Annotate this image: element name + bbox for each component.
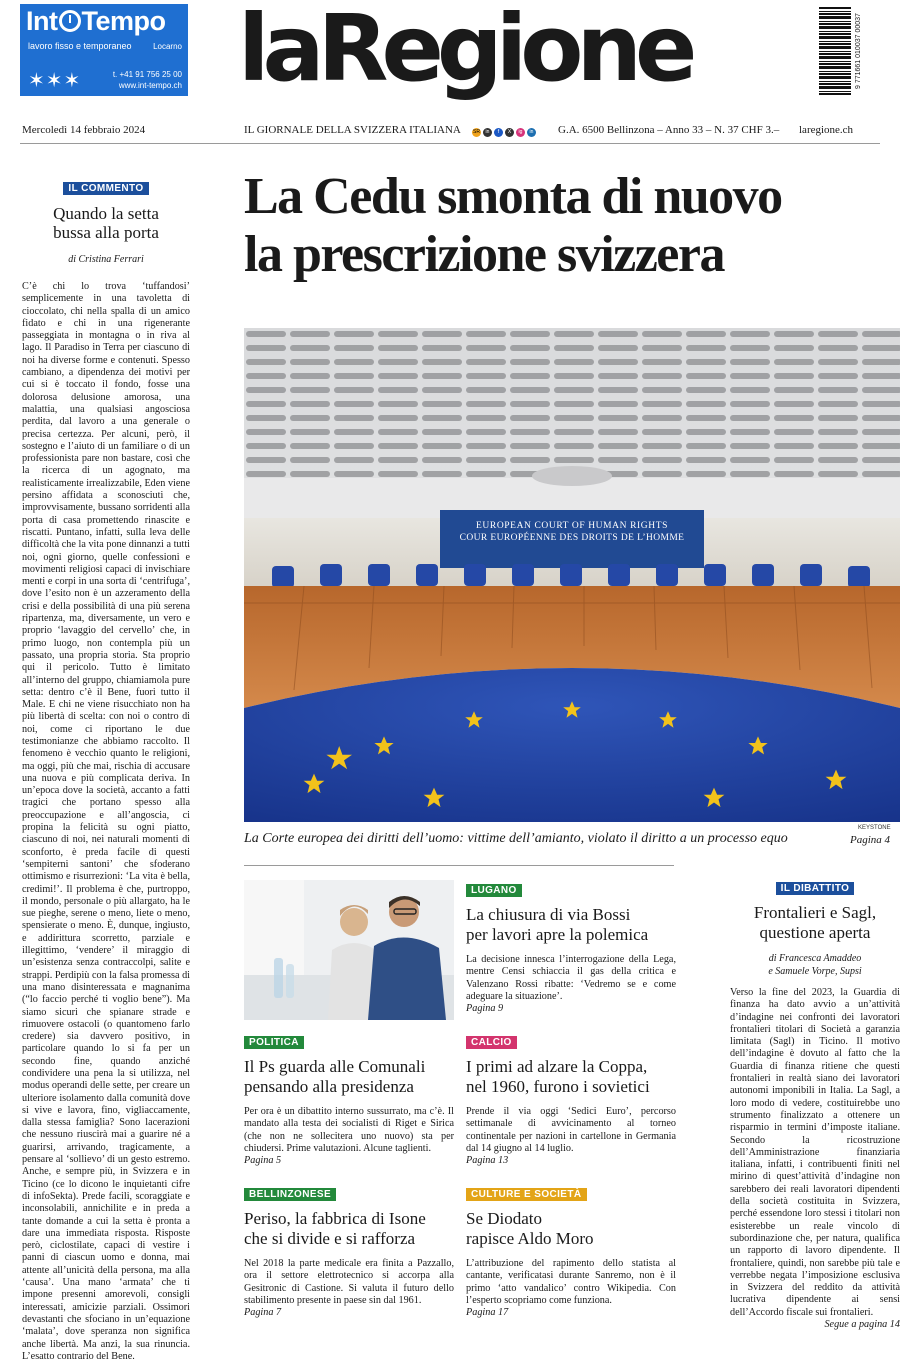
- main-photo[interactable]: [244, 328, 900, 822]
- advert-phone: t. +41 91 756 25 00: [112, 70, 182, 79]
- x-icon[interactable]: X: [505, 128, 514, 137]
- article-title[interactable]: Frontalieri e Sagl, questione aperta: [753, 903, 877, 942]
- article-title[interactable]: La chiusura di via Bossi per lavori apre la polemica: [466, 905, 649, 944]
- article-title[interactable]: I primi ad alzare la Coppa, nel 1960, furono i sovietici: [466, 1057, 650, 1096]
- page-reference[interactable]: Pagina 7: [244, 1307, 282, 1319]
- barcode-number: 9 771661 010037 00037: [855, 13, 862, 89]
- page-reference[interactable]: Pagina 4: [850, 834, 891, 846]
- linkedin-icon[interactable]: in: [527, 128, 536, 137]
- article-bellinzonese: [244, 1184, 454, 1319]
- main-headline[interactable]: La Cedu smonta di nuovo la prescrizione svizzera: [244, 168, 782, 283]
- section-tag[interactable]: IL COMMENTO: [63, 182, 148, 195]
- instagram-icon[interactable]: ig: [516, 128, 525, 137]
- commentary-title[interactable]: Quando la setta bussa alla porta: [53, 204, 159, 242]
- article-body: L’attribuzione del rapimento dello statista al cantante, verificatasi durante Sanremo, non è il primo ‘atto vandalico’ contro Wikipedia. Con l’esperto scopriamo come funziona.: [466, 1258, 676, 1306]
- photo-credit: KEYSTONE: [858, 825, 891, 831]
- page-reference[interactable]: Pagina 13: [466, 1155, 509, 1167]
- advert-city: Locarno: [153, 42, 182, 51]
- article-body: Nel 2018 la parte medicale era finita a Pazzallo, ora il settore elettrotecnico si accorpa alla Gesitronic di Castione. Si valuta il futuro dello stabilimento presente in paese sin dal 1961.: [244, 1258, 454, 1306]
- article-body: Prende il via oggi ‘Sedici Euro’, percorso settimanale di avvicinamento al torneo continentale per nazioni in cartellone in Germania dal 14 giugno al 14 luglio.: [466, 1106, 676, 1154]
- divider: [20, 143, 880, 144]
- banner-text-en: EUROPEAN COURT OF HUMAN RIGHTS: [476, 521, 668, 531]
- social-links: [472, 128, 536, 137]
- banner-text-fr: COUR EUROPÉENNE DES DROITS DE L’HOMME: [459, 533, 685, 543]
- section-tag[interactable]: LUGANO: [466, 884, 522, 897]
- issue-date: Mercoledì 14 febbraio 2024: [22, 124, 146, 136]
- article-calcio: [466, 1032, 676, 1167]
- section-tag[interactable]: IL DIBATTITO: [776, 882, 855, 895]
- advert-website: www.int-tempo.ch: [118, 81, 182, 90]
- facebook-icon[interactable]: f: [494, 128, 503, 137]
- article-body: La decisione innesca l’interrogazione della Lega, mentre Censi schiaccia il gas della critica e Valenzano Rossi ribatte: ‘Vedremo se e come adeguare la situazione’.: [466, 954, 676, 1002]
- linkedin-icon[interactable]: in: [483, 128, 492, 137]
- page-reference[interactable]: Pagina 17: [466, 1307, 509, 1319]
- newspaper-logo[interactable]: laRegione: [238, 0, 691, 102]
- article-title[interactable]: Se Diodato rapisce Aldo Moro: [466, 1209, 594, 1248]
- advert-brand: Int Tempo: [26, 6, 166, 36]
- article-cultura: [466, 1184, 676, 1319]
- article-title[interactable]: Il Ps guarda alle Comunali pensando alla presidenza: [244, 1057, 426, 1096]
- page-reference[interactable]: Pagina 5: [244, 1155, 282, 1167]
- sr-icon[interactable]: SR: [473, 129, 480, 135]
- section-tag[interactable]: BELLINZONESE: [244, 1188, 336, 1201]
- article-title[interactable]: Periso, la fabbrica di Isone che si divide e si rafforza: [244, 1209, 426, 1248]
- issue-info: G.A. 6500 Bellinzona – Anno 33 – N. 37 CHF 3.–: [558, 124, 780, 136]
- int-tempo-advert[interactable]: [20, 4, 188, 96]
- website-link[interactable]: laregione.ch: [799, 124, 854, 136]
- article-politica: [244, 1032, 454, 1167]
- people-icon: ✶✶✶: [28, 70, 82, 92]
- article-lugano: [466, 880, 676, 1015]
- section-tag[interactable]: CULTURE E SOCIETÀ: [466, 1188, 587, 1201]
- page-reference[interactable]: Pagina 9: [466, 1003, 504, 1015]
- section-tag[interactable]: CALCIO: [466, 1036, 517, 1049]
- commentary-column: [22, 178, 190, 1363]
- barcode: [818, 6, 852, 96]
- article-body: Per ora è un dibattito interno sussurrato, ma c’è. Il mandato alla testa dei socialisti di Riget e Sirica (che non ne sollecitera uno nuovo) sta per chiudersi. Prime valutazioni. Alcune taglienti.: [244, 1106, 454, 1154]
- commentary-body: C’è chi lo trova ‘tuffandosi’ semplicemente in una tavoletta di cioccolato, chi nella spalla di un amico fidato e chi in una rigenerante passeggiata in montagna o in riva al lago. Il Paradiso in Terra per ciascuno di noi ha diverse forme e contenuti. Spesso cambiano, a dipendenza dei motivi per cui si è toccato il fondo, fosse una dolorosa delusione amorosa, una malattia, una qualsiasi angosciosa perdita, dal lavoro a una generale o precisa certezza. Per alcuni, però, il sostegno e l’aiuto di un familiare o di un professionista pare non bastare, così che la ricerca di un agognato, ma realisticamente irrealizzabile, Eden viene persino affidata a sconosciuti che, improvvisamente, bussano sorridenti alla porta di casa promettendo rinascite e riscatti. Puntano, infatti, sulla leva delle difficoltà che la vita pone dinnanzi a tutti noi, ogni giorno, quelle confessioni e movimenti religiosi capaci di invischiare menti e corpi in una sorta di ‘centrifuga’, dove l’esito non è un azzeramento della crisi e della possibilità di una più serena ripartenza, ma, diversamente, un vero e proprio ‘lavaggio del cervello’ che, in primo luogo, non contempla più un passato, una propria storia. Sta proprio qui il pericolo. Tutto è limitato all’interno del gruppo, chiamiamola pure setta: dentro c’è il Bene, fuori tutto il Male. E chi ne viene risucchiato non ha più libertà di scelta: con noi o contro di noi, come ci riportano le due testimonianze che abbiamo raccolto. Il fenomeno è vecchio quanto le religioni, ma oggi, più che mai, rischia di accusare una nuova e più complicata deriva. In un’epoca dove la società, accanto a fatti tragici che portano spesso alla preoccupazione e all’angoscia, ci propina la felicità su ogni piatto, ciascuno di noi, nei naturali momenti di sconforto, è preda facile di questi ‘sempiterni santoni’ che sfoderano ottimismo e risurrezioni: ‘La vita è bella, credimi!’. Il problema è che, purtroppo, il mondo, personale o più allargato, ha le sue pieghe, serene o meno, liete o meno, spensierate o meno. È, dunque, ingiusto, e addirittura scorretto, parziale e illegittimo, ‘vendere’ il miraggio di un’esistenza senza contraccolpi, salite e strappi. Perdipiù con la falsa promessa di una mano disinteressata e magnanima (“lo faccio perché ti voglio bene”). Ma siamo sicuri che spianare strade e rimuovere ostacoli (o quantomeno farlo credere) sia davvero positivo, in particolare quando lo si fa per un secondo fine, quando anziché condividere una pena la si utilizza, nel modus operandi delle sette, per creare un ulteriore isolamento dalla comunità dove si vive e lavora, fino, vigliaccamente, dalla stessa famiglia? Sono lacerazioni che nessuno riuscirà mai a guarire né a guarirsi, arrivando, tragicamente, a pensare al ‘sollievo’ di un gesto estremo. Anche, e sempre più, in Svizzera e in Ticino (ce lo dicono le inquietanti cifre di infoSekta). Prede facili, scoraggiate e inconsolabili, annichilite e in preda a tante domande a cui la setta è pronta a dare una immediata risposta. Risposte però, ciclostilate, capaci di vestire i panni di ciascun uomo e donna, mai attente all’unicità della persona, ma alla ‘causa’. Una mano ‘armata’ che ti impone presenni amorevoli, consigli interessati, amicizie parziali. Ossimori devastanti che sfociano in un’equazione ‘malata’, dove speranza non significa anche libertà. Ma anzi, la sua rinuncia. L’esatto contrario del Bene.: [22, 281, 190, 1362]
- politics-photo[interactable]: [244, 880, 454, 1020]
- article-dibattito: [730, 878, 900, 1331]
- photo-caption: La Corte europea dei diritti dell’uomo: vittime dell’amianto, violato il diritto a un processo equo: [244, 831, 788, 846]
- divider: [244, 865, 674, 866]
- article-byline: di Francesca Amaddeo e Samuele Vorpe, Supsi: [768, 953, 862, 977]
- newspaper-tagline: IL GIORNALE DELLA SVIZZERA ITALIANA: [244, 124, 461, 136]
- advert-subtitle: lavoro fisso e temporaneo: [28, 41, 132, 51]
- commentary-byline: di Cristina Ferrari: [68, 254, 144, 265]
- section-tag[interactable]: POLITICA: [244, 1036, 304, 1049]
- clock-icon: [59, 10, 81, 32]
- article-body: Verso la fine del 2023, la Guardia di finanza ha dato avvio a un’attività d’indagine nei confronti dei lavoratori frontalieri titolari di Società a garanzia limitata (Sagl) in Ticino. Il motivo dell’indagine è dovuto al fatto che la Guardia di finanza ritiene che questi frontalieri in realtà siano dei lavoratori autonomi imponibili in Italia. La Sagl, a loro modo di vedere, costituirebbe uno strumento finalizzato a ottenere un risparmio in termini d’imposte italiane. Secondo la ricostruzione dell’Amministrazione finanziaria italiana, infatti, i contribuenti finiti nel mirino di quest’attività d’indagine non sarebbero dei reali lavoratori dipendenti della società costituita in Svizzera, perché essendone loro stessi i titolari non esisterebbe un reale vincolo di subordinazione che, per natura, qualifica un rapporto di lavoro dipendente. Il frontaliere, quindi, non sarebbe più tale e verrebbe negata l’imposizione esclusiva in Svizzera del reddito da attività lucrativa dipendente ai sensi dell’Accordo fiscale sui frontalieri.: [730, 987, 900, 1318]
- page-reference[interactable]: Segue a pagina 14: [824, 1319, 900, 1331]
